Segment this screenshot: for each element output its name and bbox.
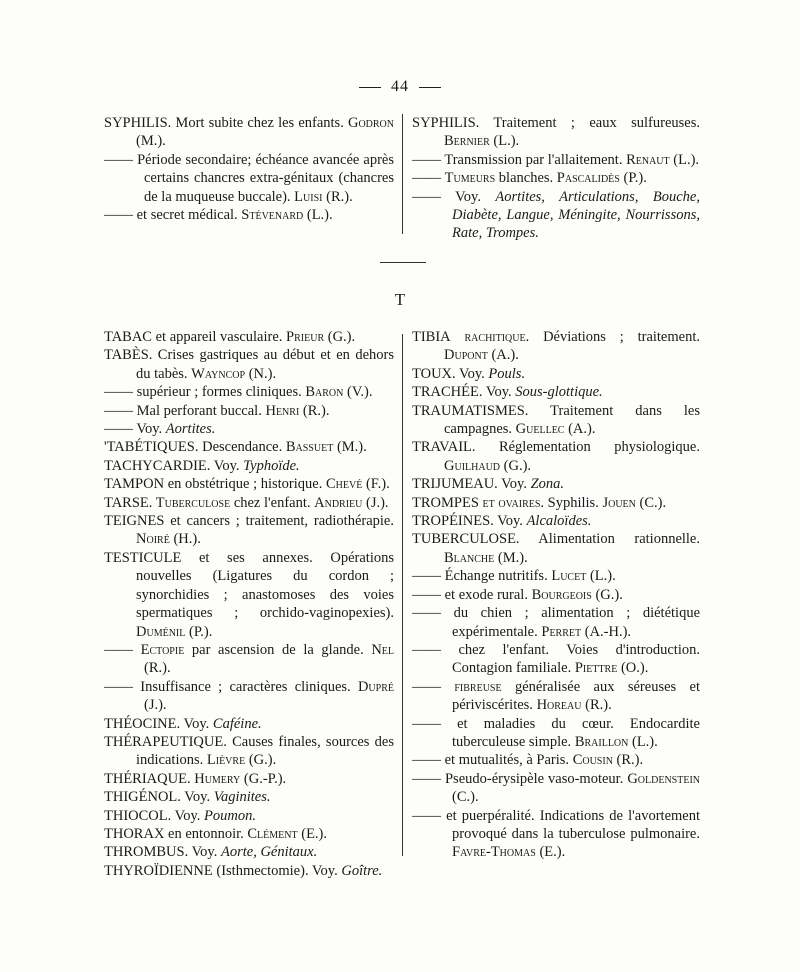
entry-author: Lucet <box>551 568 587 585</box>
entry-author: Favre-Thomas <box>452 844 536 861</box>
index-subentry <box>104 641 394 678</box>
entry-text: Mort subite chez les enfants. <box>171 115 348 131</box>
entry-text: Voy. <box>497 476 531 493</box>
index-entry <box>104 715 394 733</box>
entry-author: Wayncop <box>191 365 246 382</box>
entry-author: Braillon <box>574 733 629 750</box>
entry-author-initials: (G.). <box>245 752 277 769</box>
entry-text: Transmission par l'allaitement. <box>444 151 627 168</box>
index-subentry <box>104 206 394 224</box>
index-subentry <box>412 678 700 715</box>
entry-author: Horeau <box>536 697 582 714</box>
entry-text: Syphilis. <box>544 494 603 511</box>
entry-headword: SYPHILIS. <box>104 115 172 131</box>
entry-text: supérieur ; formes cliniques. <box>136 384 306 401</box>
entry-reference: Caféine. <box>212 715 262 732</box>
entry-headword: THROMBUS. <box>104 844 189 861</box>
entry-author: Humery <box>194 770 241 787</box>
entry-headword: TROPÉINES. <box>412 513 494 530</box>
entry-author-initials: (C.). <box>452 789 479 806</box>
entry-text: chez l'enfant. Voies d'introduction. Contagion familiale. <box>452 641 700 677</box>
entry-author-initials: (G.). <box>591 586 623 603</box>
entry-text: et mutualités, à Paris. <box>444 752 573 769</box>
entry-text: (Isthmectomie). Voy. <box>212 862 342 879</box>
entry-text: Voy. <box>188 844 221 861</box>
index-subentry <box>104 402 394 420</box>
index-entry <box>412 402 700 439</box>
entry-text: Voy. <box>180 715 213 732</box>
index-subentry <box>412 770 700 807</box>
entry-author: Henri <box>265 402 300 419</box>
entry-text: Voy. <box>136 421 166 438</box>
entry-author-initials: (P.). <box>185 623 213 640</box>
index-subentry <box>104 678 394 715</box>
index-entry <box>104 346 394 383</box>
entry-qualifier: Tumeurs <box>444 170 496 187</box>
bottom-column-divider <box>402 334 403 856</box>
entry-text: Période secondaire; échéance avancée après certains chancres extra-génitaux (chancres de la muqueuse buccale). <box>137 151 395 205</box>
index-entry <box>104 825 394 843</box>
entry-author: Clément <box>247 825 298 842</box>
index-subentry <box>412 169 700 187</box>
index-entry <box>104 788 394 806</box>
top-left-column <box>104 114 394 224</box>
entry-text: Causes finales, sources des indications. <box>136 733 394 769</box>
entry-headword: THYROÏDIENNE <box>104 862 213 879</box>
entry-text: Voy. <box>171 807 205 824</box>
entry-text: Voy. <box>210 457 244 474</box>
subentry-dash: —— <box>412 151 445 168</box>
entry-text: chez l'enfant. <box>230 494 315 511</box>
entry-text: Traitement ; eaux sulfureuses. <box>479 115 700 131</box>
entry-text: Déviations ; traitement. <box>529 329 700 345</box>
entry-author: Guellec <box>515 421 565 438</box>
entry-author-initials: (R.). <box>299 402 330 419</box>
index-subentry <box>412 715 700 752</box>
subentry-dash: —— <box>412 605 454 622</box>
entry-author-initials: (L.). <box>489 133 520 150</box>
entry-author-initials: (L.). <box>628 733 658 750</box>
entry-author-initials: (H.). <box>169 531 201 548</box>
entry-reference: Vaginites. <box>213 789 271 806</box>
entry-author-initials: (J.). <box>362 494 389 511</box>
entry-reference: Poumon. <box>204 807 257 824</box>
subentry-dash: —— <box>104 151 138 168</box>
entry-headword: THORAX <box>104 825 165 842</box>
entry-headword: THÉRAPEUTIQUE. <box>104 733 227 750</box>
entry-reference: Aortites, Articulations, Bouche, Diabète, Langue, Méningite, Nourrissons, Rate, Trompes. <box>452 188 700 242</box>
index-entry <box>104 733 394 770</box>
entry-headword: TOUX. <box>412 365 456 382</box>
entry-reference: Typhoïde. <box>243 457 300 474</box>
entry-author: Piettre <box>574 660 618 677</box>
section-letter: T <box>394 290 406 309</box>
subentry-dash: —— <box>412 170 445 187</box>
top-column-divider <box>402 114 403 234</box>
index-entry <box>104 114 394 151</box>
entry-text: Alimentation rationnelle. <box>519 531 700 548</box>
entry-text: Mal perforant buccal. <box>136 402 266 419</box>
entry-reference: Pouls. <box>488 365 526 382</box>
entry-text: Voy. <box>493 513 527 530</box>
entry-author-initials: (M.). <box>333 439 367 456</box>
entry-text: Descendance. <box>198 439 286 456</box>
index-subentry <box>412 807 700 862</box>
index-entry <box>104 328 394 346</box>
entry-reference: Zona. <box>530 476 565 493</box>
entry-author: Renaut <box>626 151 670 168</box>
entry-author: Godron <box>347 115 394 131</box>
subentry-dash: —— <box>104 678 141 695</box>
entry-author: Dupont <box>444 347 488 364</box>
index-entry <box>104 457 394 475</box>
entry-text: en entonnoir. <box>164 825 248 842</box>
entry-author: Stévenard <box>241 207 304 224</box>
entry-text: et secret médical. <box>136 207 242 224</box>
entry-qualifier: Ectopie <box>140 641 185 658</box>
index-entry <box>104 475 394 493</box>
entry-headword: TAMPON <box>104 476 165 493</box>
entry-headword: TACHYCARDIE. <box>104 457 211 474</box>
entry-author-initials: (O.). <box>617 660 649 677</box>
index-entry <box>412 494 700 512</box>
entry-author: Andrieu <box>314 494 363 511</box>
index-entry <box>104 512 394 549</box>
entry-author-initials: (P.). <box>619 170 647 187</box>
subentry-dash: —— <box>412 586 445 603</box>
index-subentry <box>104 420 394 438</box>
entry-author-initials: (C.). <box>635 494 667 511</box>
entry-author-initials: (G.). <box>500 457 532 474</box>
entry-headword: TABAC <box>104 329 152 345</box>
subentry-dash: —— <box>412 678 455 695</box>
entry-author-initials: (F.). <box>362 476 390 493</box>
entry-author: Perret <box>541 623 582 640</box>
index-subentry <box>412 188 700 243</box>
entry-author-initials: (L.). <box>303 207 333 224</box>
entry-text: généralisée aux séreuses et périviscérites. <box>452 678 700 714</box>
entry-author: Nel <box>371 641 395 658</box>
entry-author: Jouen <box>602 494 636 511</box>
subentry-dash: —— <box>104 207 137 224</box>
entry-headword: TIBIA <box>412 329 451 345</box>
entry-author: Bassuet <box>285 439 334 456</box>
entry-author: Dupré <box>357 678 394 695</box>
index-entry <box>104 843 394 861</box>
entry-headword: TRIJUMEAU. <box>412 476 498 493</box>
entry-text: du chien ; alimentation ; diététique expérimentale. <box>452 605 701 640</box>
entry-reference: Aorte, Génitaux. <box>220 844 318 861</box>
entry-headword: THIOCOL. <box>104 807 172 824</box>
entry-author-initials: (L.). <box>669 151 700 168</box>
entry-text: et appareil vasculaire. <box>151 329 287 345</box>
entry-author: Duménil <box>136 623 186 640</box>
entry-qualifier: Tuberculose <box>152 494 231 511</box>
entry-qualifier: et ovaires. <box>478 494 545 511</box>
index-entry <box>104 862 394 880</box>
entry-headword: THÉRIAQUE. <box>104 770 191 787</box>
entry-text: Réglementation physiologique. <box>475 439 700 456</box>
index-entry <box>412 383 700 401</box>
entry-author-initials: (M.). <box>136 133 166 150</box>
entry-text: Traitement dans les campagnes. <box>444 402 700 438</box>
entry-text: en obstétrique ; historique. <box>164 476 326 493</box>
entry-author: Guilhaud <box>444 457 501 474</box>
index-subentry <box>412 641 700 678</box>
entry-headword: TESTICULE <box>104 549 182 566</box>
entry-author: Bourgeois <box>531 586 592 603</box>
index-entry <box>104 807 394 825</box>
entry-text: et ses annexes. Opérations nouvelles (Ligatures du cordon ; synorchidies ; anastomoses des voies spermatiques ; orchido-vaginopexies). <box>136 549 394 622</box>
entry-author-initials: (R.). <box>144 660 171 677</box>
entry-reference: Aortites. <box>165 421 216 438</box>
entry-author-initials: (G.). <box>324 329 356 345</box>
entry-text: Voy. <box>180 789 214 806</box>
entry-text: Échange nutritifs. <box>444 568 552 585</box>
entry-author: Pascalidès <box>556 170 620 187</box>
entry-reference: Sous-glottique. <box>515 384 603 401</box>
entry-headword: THÉOCINE. <box>104 715 181 732</box>
entry-reference: Goître. <box>341 862 383 879</box>
page-number-dash-right <box>419 87 441 88</box>
index-entry <box>412 512 700 530</box>
entry-author-initials: (N.). <box>245 365 277 382</box>
entry-author-initials: (A.-H.). <box>581 623 632 640</box>
entry-author-initials: (E.). <box>297 825 327 842</box>
subentry-dash: —— <box>412 568 445 585</box>
entry-text: Voy. <box>482 384 516 401</box>
entry-author: Noiré <box>136 531 170 548</box>
top-right-column <box>412 114 700 243</box>
subentry-dash: —— <box>412 715 458 732</box>
index-subentry <box>104 151 394 206</box>
index-entry <box>412 365 700 383</box>
index-entry <box>104 494 394 512</box>
index-subentry <box>412 604 700 641</box>
entry-author: Chevé <box>325 476 363 493</box>
entry-author: Goldenstein <box>627 770 700 787</box>
page-number-dash-left <box>359 87 381 88</box>
entry-text: Crises gastriques au début et en dehors du tabès. <box>136 347 394 382</box>
subentry-dash: —— <box>104 421 137 438</box>
bottom-right-column <box>412 328 700 862</box>
entry-author-initials: (A.). <box>487 347 519 364</box>
entry-author-initials: (M.). <box>494 549 528 566</box>
entry-text: blanches. <box>495 170 557 187</box>
index-subentry <box>412 567 700 585</box>
index-subentry <box>412 751 700 769</box>
entry-headword: TUBERCULOSE. <box>412 531 520 548</box>
entry-headword: TABÈS. <box>104 347 153 364</box>
entry-text: et puerpéralité. Indications de l'avortement provoqué dans la tuberculose pulmonaire. <box>446 807 700 842</box>
index-subentry <box>412 151 700 169</box>
page-number: 44 <box>0 78 800 96</box>
entry-author: Cousin <box>572 752 613 769</box>
entry-author-initials: (E.). <box>535 844 566 861</box>
entry-author-initials: (L.). <box>586 568 616 585</box>
index-entry <box>412 328 700 365</box>
entry-author: Prieur <box>286 329 325 345</box>
index-entry <box>412 530 700 567</box>
index-subentry <box>104 383 394 401</box>
subentry-dash: —— <box>412 752 445 769</box>
index-entry <box>412 438 700 475</box>
index-entry <box>412 475 700 493</box>
subentry-dash: —— <box>104 641 141 658</box>
entry-author-initials: (R.). <box>322 188 353 205</box>
entry-text: Voy. <box>455 365 489 382</box>
entry-author-initials: (A.). <box>564 421 596 438</box>
entry-qualifier: rachitique. <box>450 329 530 345</box>
entry-headword: TRACHÉE. <box>412 384 483 401</box>
entry-author-initials: (R.). <box>612 752 644 769</box>
subentry-dash: —— <box>104 402 137 419</box>
entry-text: par ascension de la glande. <box>184 641 372 658</box>
entry-text: Insuffisance ; caractères cliniques. <box>140 678 358 695</box>
bottom-left-column <box>104 328 394 880</box>
entry-author: Luisi <box>294 188 323 205</box>
index-subentry <box>412 586 700 604</box>
entry-headword: THIGÉNOL. <box>104 789 181 806</box>
entry-qualifier: fibreuse <box>454 678 502 695</box>
entry-headword: TEIGNES <box>104 513 165 530</box>
entry-headword: TRAUMATISMES. <box>412 402 529 419</box>
entry-author-initials: (R.). <box>581 697 612 714</box>
subentry-dash: —— <box>412 188 456 205</box>
entry-author: Baron <box>305 384 344 401</box>
entry-author-initials: (G.-P.). <box>240 770 287 787</box>
entry-author: Blanche <box>444 549 495 566</box>
entry-headword: TARSE. <box>104 494 153 511</box>
entry-text: et cancers ; traitement, radiothérapie. <box>164 513 394 530</box>
subentry-dash: —— <box>412 807 447 824</box>
entry-author: Lièvre <box>206 752 246 769</box>
entry-headword: SYPHILIS. <box>412 115 480 131</box>
index-entry <box>104 770 394 788</box>
entry-author-initials: (V.). <box>343 384 373 401</box>
index-entry <box>104 438 394 456</box>
entry-headword: TRAVAIL. <box>412 439 476 456</box>
index-entry <box>104 549 394 641</box>
entry-text: Voy. <box>455 188 496 205</box>
entry-text: et maladies du cœur. Endocardite tuberculeuse simple. <box>452 715 700 750</box>
entry-text: et exode rural. <box>444 586 532 603</box>
entry-reference: Alcaloïdes. <box>526 513 592 530</box>
entry-author-initials: (J.). <box>144 697 167 714</box>
entry-text: Pseudo-érysipèle vaso-moteur. <box>444 770 628 787</box>
subentry-dash: —— <box>104 384 137 401</box>
entry-author: Bernier <box>444 133 490 150</box>
entry-headword: TROMPES <box>412 494 479 511</box>
index-entry <box>412 114 700 151</box>
entry-headword: 'TABÉTIQUES. <box>104 439 199 456</box>
subentry-dash: —— <box>412 641 459 658</box>
section-separator <box>380 262 426 263</box>
subentry-dash: —— <box>412 770 445 787</box>
